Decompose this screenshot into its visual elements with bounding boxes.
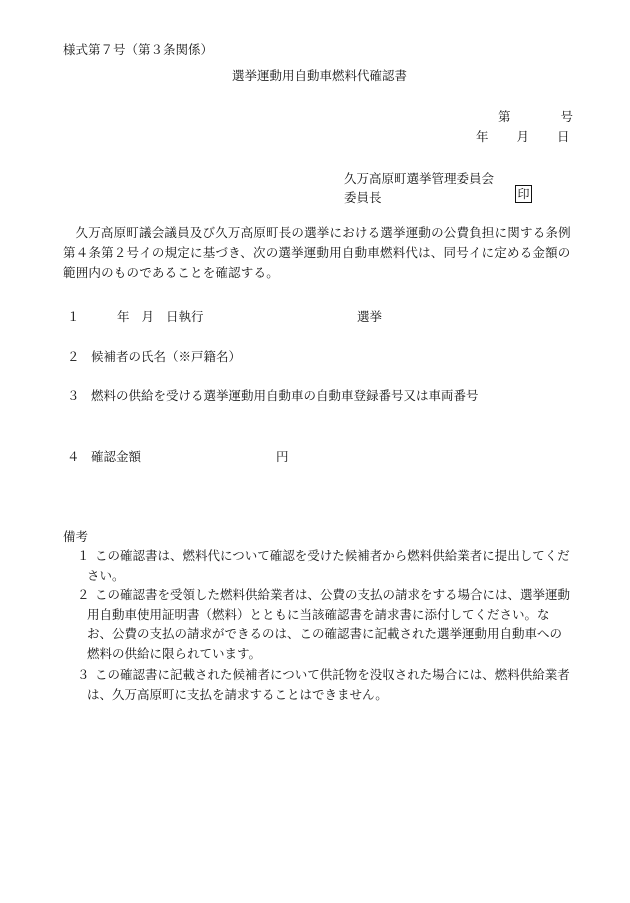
number-prefix: 第	[498, 109, 511, 124]
remark-note-number: ３	[77, 667, 90, 682]
chairman-label: 委員長	[344, 190, 382, 205]
date-month: 月	[516, 129, 530, 144]
date-year: 年	[476, 129, 489, 144]
item-1-date	[117, 307, 204, 325]
item-2-number: ２	[67, 349, 80, 364]
committee-name: 久万高原町選挙管理委員会	[344, 171, 495, 186]
remark-note	[63, 585, 573, 663]
item-3-number: ３	[67, 388, 80, 403]
seal-box: 印	[515, 185, 532, 203]
item-4-text: 確認金額	[91, 449, 142, 464]
remark-note-text: この確認書は、燃料代について確認を受けた候補者から燃料供給業者に提出してください。	[87, 548, 570, 583]
document-title: 選挙運動用自動車燃料代確認書	[232, 68, 408, 83]
item-1-month: 月	[141, 309, 155, 324]
remarks-heading: 備考	[63, 529, 89, 544]
item-1-day: 日執行	[166, 309, 204, 324]
form-label: 様式第７号（第３条関係）	[63, 42, 214, 57]
item-3-text: 燃料の供給を受ける選挙運動用自動車の自動車登録番号又は車両番号	[91, 388, 479, 403]
item-1-election: 選挙	[357, 309, 383, 324]
date-day: 日	[557, 129, 570, 144]
remark-note-number: １	[77, 548, 90, 563]
item-2-text: 候補者の氏名（※戸籍名）	[91, 349, 242, 364]
item-1-number: １	[67, 309, 80, 324]
remark-note-text: この確認書を受領した燃料供給業者は、公費の支払の請求をする場合には、選挙運動用自動車使用証明書（燃料）とともに当該確認書を請求書に添付してください。なお、公費の支払の請求ができるのは、この確認書に記載された選挙運動用自動車への燃料の供給に限られています。	[87, 587, 571, 661]
remark-note-number: ２	[77, 587, 90, 602]
body-paragraph: 久万高原町議会議員及び久万高原町長の選挙における選挙運動の公費負担に関する条例第４条第２号イの規定に基づき、次の選挙運動用自動車燃料代は、同号イに定める金額の範囲内のものであることを確認する。	[63, 225, 571, 280]
remark-note-text: この確認書に記載された候補者について供託物を没収された場合には、燃料供給業者は、久万高原町に支払を請求することはできません。	[87, 667, 570, 702]
item-4-number: ４	[67, 449, 80, 464]
remark-note	[63, 546, 573, 585]
item-1-year: 年	[117, 309, 130, 324]
date-line	[476, 127, 570, 145]
item-4-yen: 円	[276, 449, 289, 464]
remark-note	[63, 665, 573, 704]
number-suffix: 号	[560, 109, 574, 124]
document-number-line	[498, 107, 573, 125]
